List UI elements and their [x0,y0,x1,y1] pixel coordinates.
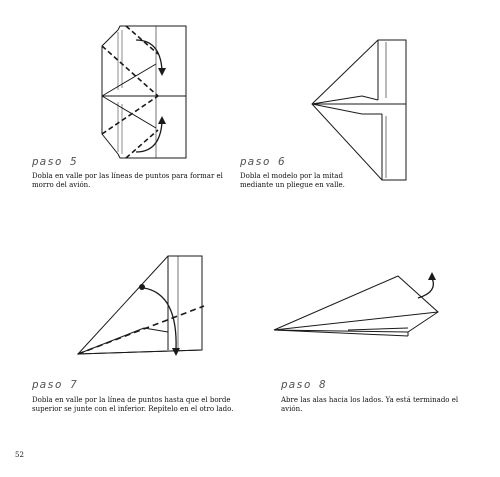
step-8-label: paso 8 [281,378,327,391]
step-5-diagram [96,18,196,168]
page-number: 52 [15,451,24,459]
step-5-text: Dobla en valle por las líneas de puntos para formar el morro del avión. [32,172,223,189]
step-7-label: paso 7 [32,378,78,391]
step-8-diagram [268,272,448,342]
step-7-text: Dobla en valle por la línea de puntos hasta que el borde superior se junte con el inferior. Repítelo en el otro lado. [32,396,234,413]
step-6-diagram [306,34,416,184]
step-6-text: Dobla el modelo por la mitad mediante un pliegue en valle. [240,172,345,189]
step-8-text: Abre las alas hacia los lados. Ya está terminado el avión. [281,396,459,413]
step-7-diagram [72,250,212,370]
step-6-label: paso 6 [240,155,286,168]
step-5-label: paso 5 [32,155,78,168]
